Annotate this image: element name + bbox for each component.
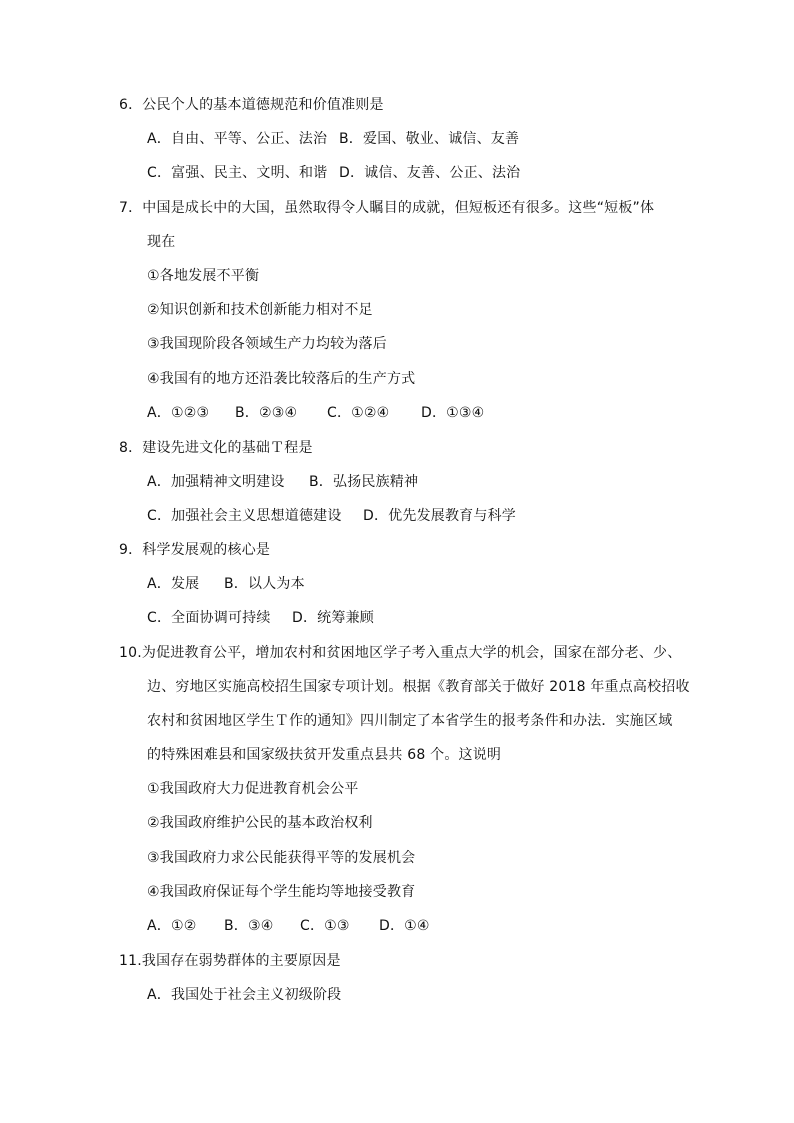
question-6-option-a: A．自由、平等、公正、法治: [147, 131, 328, 147]
question-11-stem: 11.我国存在弱势群体的主要原因是: [119, 953, 341, 969]
question-11-option-a: A．我国处于社会主义初级阶段: [147, 987, 342, 1003]
question-9-options-row-2: [147, 609, 374, 627]
question-7-stem-continued: 现在: [147, 234, 176, 250]
question-8-options-row-2: [147, 507, 516, 525]
question-7-options: [147, 404, 484, 422]
question-10-statement-4: ④我国政府保证每个学生能均等地接受教育: [147, 884, 416, 900]
question-7-statement-3: ③我国现阶段各领域生产力均较为落后: [147, 336, 387, 352]
question-6-options-row-1: [147, 130, 519, 148]
question-6-stem: 6．公民个人的基本道德规范和价值准则是: [119, 97, 384, 113]
question-9-option-b: B．以人为本: [224, 576, 305, 592]
question-8-option-a: A．加强精神文明建设: [147, 474, 285, 490]
question-10-statement-1: ①我国政府大力促进教育机会公平: [147, 781, 359, 797]
question-10-option-c: C．①③: [300, 918, 350, 934]
question-10-option-a: A．①②: [147, 918, 197, 934]
question-10-options: [147, 917, 430, 935]
question-10-statement-3: ③我国政府力求公民能获得平等的发展机会: [147, 850, 416, 866]
question-7-statement-4: ④我国有的地方还沿袭比较落后的生产方式: [147, 371, 416, 387]
question-8-stem: 8．建设先进文化的基础Ｔ程是: [119, 440, 313, 456]
question-10-option-d: D．①④: [379, 918, 430, 934]
question-7-option-a: A．①②③: [147, 405, 210, 421]
question-9-options-row-1: [147, 575, 305, 593]
question-10-option-b: B．③④: [224, 918, 274, 934]
question-10-stem-line-4: 的特殊困难县和国家级扶贫开发重点县共 68 个。这说明: [147, 747, 502, 763]
question-8-option-c: C．加强社会主义思想道德建设: [147, 508, 342, 524]
question-7-statement-1: ①各地发展不平衡: [147, 268, 260, 284]
question-9-option-c: C．全面协调可持续: [147, 610, 271, 626]
question-6-option-b: B．爱国、敬业、诚信、友善: [339, 131, 520, 147]
question-8-option-d: D．优先发展教育与科学: [363, 508, 516, 524]
question-6-option-c: C．富强、民主、文明、和谐: [147, 165, 328, 181]
question-6-options-row-2: [147, 164, 520, 182]
question-9-option-d: D．统筹兼顾: [292, 610, 374, 626]
question-9-option-a: A．发展: [147, 576, 200, 592]
question-8-option-b: B．弘扬民族精神: [309, 474, 419, 490]
question-10-statement-2: ②我国政府维护公民的基本政治权利: [147, 815, 373, 831]
question-7-option-b: B．②③④: [235, 405, 298, 421]
question-10-stem-line-2: 边、穷地区实施高校招生国家专项计划。根据《教育部关于做好 2018 年重点高校招收: [147, 679, 690, 695]
question-7-statement-2: ②知识创新和技术创新能力相对不足: [147, 302, 373, 318]
question-7-option-c: C．①②④: [327, 405, 390, 421]
question-8-options-row-1: [147, 473, 418, 491]
question-10-stem-line-3: 农村和贫困地区学生Ｔ作的通知》四川制定了本省学生的报考条件和办法．实施区域: [147, 713, 673, 729]
question-6-option-d: D．诚信、友善、公正、法治: [339, 165, 521, 181]
question-9-stem: 9．科学发展观的核心是: [119, 542, 271, 558]
question-10-stem-line-1: 10.为促进教育公平，增加农村和贫困地区学子考入重点大学的机会，国家在部分老、少、: [119, 645, 682, 661]
question-7-stem: 7．中国是成长中的大国，虽然取得令人瞩目的成就，但短板还有很多。这些“短板”体: [119, 200, 655, 216]
question-7-option-d: D．①③④: [421, 405, 485, 421]
